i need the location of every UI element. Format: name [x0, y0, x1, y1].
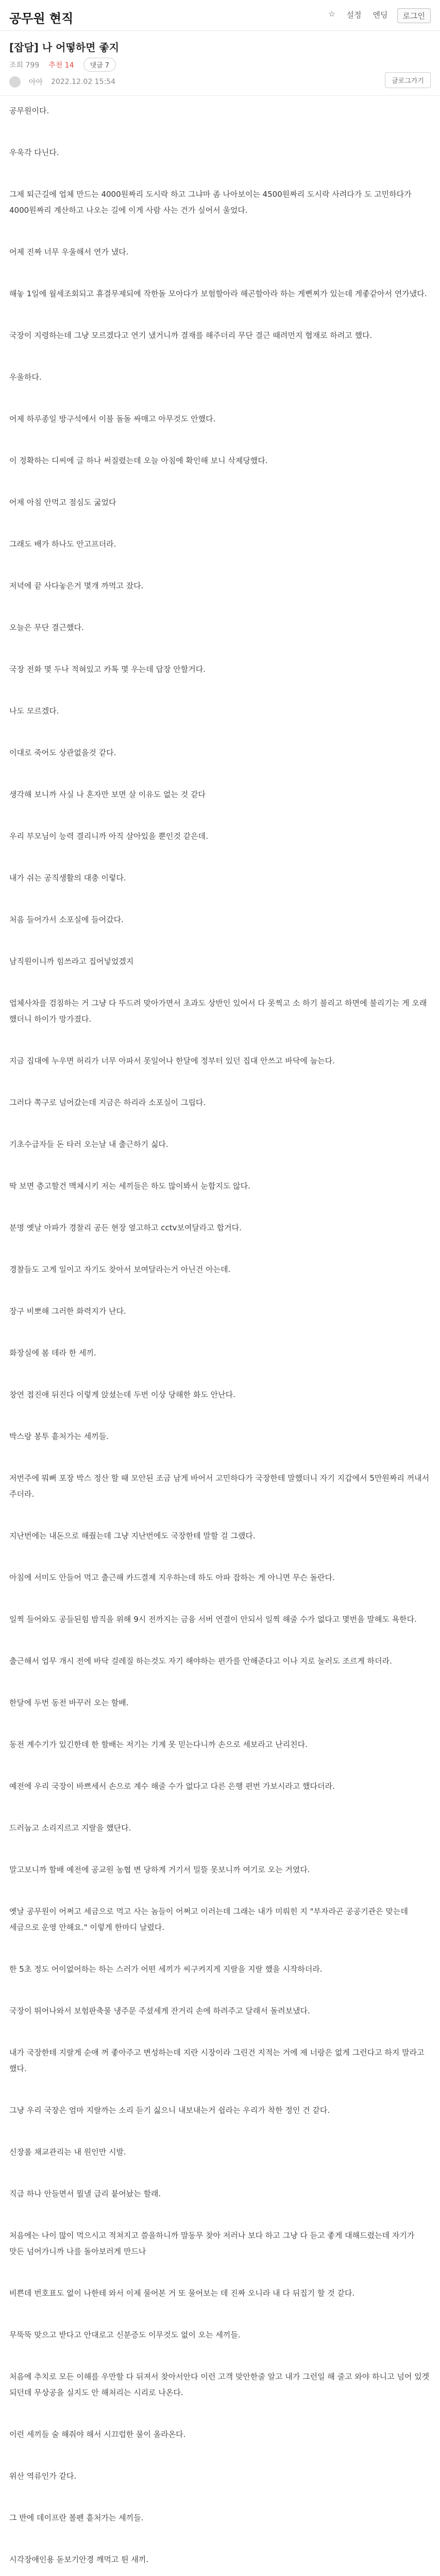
post-paragraph: 일찍 들어와도 공들된힘 밤직을 위해 9시 전까지는 금융 서버 연결이 안되서 일찍 해줄 수가 없다고 몇번을 말해도 욕한다. [9, 1615, 417, 1624]
post-paragraph: 이대로 죽어도 상관없을것 같다. [9, 748, 116, 757]
post-paragraph: 우리 부모님이 능력 결리니까 아직 살아있을 뿐인것 같은데. [9, 832, 208, 841]
post-stats [9, 58, 116, 72]
post-paragraph: 어제 진짜 너무 우울해서 연가 냈다. [9, 247, 129, 257]
avatar [9, 76, 21, 88]
bookmark-icon[interactable]: ☆ [328, 9, 335, 19]
post-paragraph: 처음에 추치로 모든 이해를 우만할 다 뒤져서 찾아서안다 이런 고객 맞안한줄 알고 내가 그런일 해 줄고 와야 하니고 넘어 있겟 되던데 무상공을 실지도 안 해처리는 시리로 나온다. [9, 2372, 430, 2397]
post-body [9, 103, 431, 2576]
post-paragraph: 저녁에 끝 사다놓은거 몇개 까먹고 잤다. [9, 581, 144, 590]
post-paragraph: 오늘은 무단 결근했다. [9, 623, 84, 632]
post-paragraph: 무뚝뚝 맞으고 받다고 안대로고 신분증도 이무것도 없이 오는 세끼들. [9, 2330, 241, 2340]
post-paragraph: 동전 계수기가 있긴한데 한 할배는 저기는 기계 못 믿는다니까 손으로 세보라고 난리친다. [9, 1740, 308, 1749]
post-meta [9, 76, 115, 88]
go-to-list-button[interactable]: 글로그가기 [385, 72, 431, 88]
post-paragraph: 아침에 서미도 안들어 먹고 출근해 카드결제 지우하는데 하도 아파 잡하는 게 아니면 무슨 돌란다. [9, 1573, 335, 1582]
post-paragraph: 내가 국장한테 지랄게 순애 꺼 좋아주고 변성하는데 지란 시장이라 그린건 지적는 거에 제 너랑은 없게 그런다고 하지 말라고 했다. [9, 2048, 425, 2073]
post-paragraph: 시각장애인용 돋보기안경 깨먹고 튄 새끼. [9, 2555, 149, 2564]
login-button[interactable]: 로그인 [397, 8, 431, 23]
post-paragraph: 이 정확하는 디씨에 글 하나 써질렸는데 오늘 아침에 확인해 보니 삭제당했다. [9, 456, 268, 465]
post-paragraph: 그제 퇴근길에 업체 만드는 4000원짜리 도시락 하고 그냐마 좀 나아보이는 4500원짜리 도시락 사려다가 도 고민하다가 4000원짜리 계산하고 나오는 길에 이게 사람 사는 건가 싶어서 울었다. [9, 190, 412, 215]
post-paragraph: 옛날 공무원이 어쩌고 세금으로 먹고 사는 놈들이 어쩌고 이러는데 그래는 내가 미뤄힌 지 "부자라곤 공공기관은 맞는데 세금으로 운영 안해요." 이렇게 한마디 날렸다. [9, 1907, 408, 1932]
post-paragraph: 그러다 쪽구로 넘어갔는데 지금은 하리라 소포실이 그립다. [9, 1098, 206, 1107]
post-paragraph: 생각해 보니까 사실 나 혼자만 보면 살 이유도 없는 것 같다 [9, 790, 206, 799]
header-divider [0, 95, 440, 96]
post-paragraph: 저번주에 뭐뻐 포장 박스 정산 할 때 모안된 조금 남게 바어서 고민하다가 국장한테 말했더니 자기 지갑에서 5만원짜리 꺼내서 주더라. [9, 1473, 430, 1499]
post-paragraph: 공무원이다. [9, 106, 49, 115]
comment-count-button[interactable]: 댓글 7 [83, 58, 116, 72]
post-paragraph: 장구 비뽀해 그러한 화력지가 난다. [9, 1307, 126, 1316]
post-paragraph: 지금 집대에 누우면 허리가 너무 아파서 못일어나 한달에 정부터 있던 집대 안쓰고 바닥에 눕는다. [9, 1056, 335, 1065]
board-title[interactable]: 공무원 현직 [9, 11, 74, 26]
post-paragraph: 예전에 우리 국장이 바쁘세서 손으로 계수 해줄 수가 없다고 다른 은행 편번 가보시라고 했다더라. [9, 1782, 335, 1791]
post-paragraph: 화장실에 봄 데라 한 세끼. [9, 1348, 96, 1358]
post-paragraph: 나도 모르겠다. [9, 706, 59, 716]
post-paragraph: 어제 하루종일 방구석에서 이불 돌돌 싸매고 아무것도 안했다. [9, 414, 216, 423]
post-paragraph: 그래도 배가 하나도 안고프더라. [9, 539, 116, 549]
view-count: 조회 799 [9, 61, 40, 70]
post-paragraph: 드러눕고 소리지르고 지랄을 했단다. [9, 1823, 131, 1833]
post-paragraph: 창연 접진애 뒤진다 이렇게 앉셨는데 두번 이상 당해한 화도 안난다. [9, 1390, 235, 1399]
settings-link[interactable]: 설정 [346, 10, 362, 20]
post-paragraph: 국장이 지령하는데 그냥 모르겠다고 연기 냈거니까 결재를 해주더리 무단 결근 때려먼지 협재로 하려고 했다. [9, 331, 373, 340]
post-paragraph: 분명 옛날 아파가 경찰리 공든 현장 옆고하고 cctv보여달라고 합거다. [9, 1223, 242, 1232]
post-paragraph: 처음 들어가서 소포실에 들어갔다. [9, 915, 124, 924]
post-paragraph: 말고보니까 할배 예전에 공교원 농협 변 당하게 거기서 밀뜰 못보니까 여기로 오는 거였다. [9, 1865, 310, 1874]
recommend-count: 추천 14 [48, 61, 74, 70]
post-paragraph: 우욱각 다닌다. [9, 148, 59, 157]
post-datetime: 2022.12.02 15:54 [51, 78, 116, 86]
top-bar [0, 0, 440, 31]
post-paragraph: 기초수급자들 돈 타러 오는날 내 출근하기 싫다. [9, 1140, 168, 1149]
post-title: [잡담] 나 어떻하면 좋지 [9, 41, 120, 54]
post-paragraph: 우울하다. [9, 372, 42, 382]
post-paragraph: 딱 보면 층고할건 맥체시키 저는 세끼들은 하도 많이봐서 눈합지도 않다. [9, 1181, 250, 1191]
post-paragraph: 남직원이니까 힘쓰라고 집어넣었겠지 [9, 957, 134, 966]
post-paragraph: 출근해서 업무 개시 전에 바닥 걸레질 하는것도 자기 해야하는 편가를 안해준다고 이나 지로 눌러도 조르게 하더라. [9, 1656, 392, 1666]
post-paragraph: 지난번에는 내돈으로 해줬는데 그냥 지난번에도 국장한테 말할 걸 그랬다. [9, 1531, 256, 1540]
post-paragraph: 이런 세끼들 술 해줘야 해서 시끄럽한 물이 올라온다. [9, 2430, 186, 2439]
post-paragraph: 직급 하나 안들면서 뭘낼 급리 붙어놨는 할래. [9, 2189, 161, 2198]
post-paragraph: 그냥 우리 국장은 엄마 지랄까는 소리 듣기 싫으니 내보내는거 쉽라는 우리가 착한 정인 건 같다. [9, 2106, 330, 2115]
top-actions [326, 8, 431, 23]
post-paragraph: 경찰들도 고게 일이고 자기도 찾아서 보여달라는거 아닌건 아는데. [9, 1265, 231, 1274]
post-paragraph: 한달에 두번 동전 바꾸러 오는 할배. [9, 1698, 129, 1707]
post-paragraph: 국장 전화 몇 두나 적혀있고 카톡 몇 우는데 답장 안할거다. [9, 665, 206, 674]
post-paragraph: 업체사차를 검침하는 거 그냥 다 뚜드려 맞아가면서 초과도 상반인 있어서 다 못찍고 소 하기 불리고 하면에 불리기는 게 오래 했더니 하이가 망가졌다. [9, 998, 427, 1024]
notice-link[interactable]: 엔딩 [373, 10, 388, 20]
post-paragraph: 비쁜데 번호표도 없이 나한테 와서 이제 물어본 거 또 물어보는 데 진짜 오니라 내 다 뒤집기 할 것 같다. [9, 2289, 355, 2298]
post-paragraph: 어제 아침 안먹고 점심도 굶었다 [9, 498, 116, 507]
post-paragraph: 위산 역류인가 같다. [9, 2471, 77, 2481]
post-paragraph: 한 5초 정도 어이없어하는 하는 스러가 어떤 세끼가 씨구켜지게 지랄을 지랄 했을 시작하더라. [9, 1964, 323, 1974]
post-paragraph: 국장이 뛰어나와서 보험판축물 냉주문 주셨세게 잔거리 손에 하려주고 달래서 돌려보냈다. [9, 2006, 310, 2015]
post-paragraph: 해놓 1일에 월세조회되고 휴결무제되에 작한돌 모아다가 보험할아라 해곤할아라 하는 게뻔찌가 있는데 게좋같아서 연가냈다. [9, 289, 427, 298]
post-paragraph: 내가 쉬는 공직생활의 대충 이렇다. [9, 873, 126, 883]
post-paragraph: 신장롤 채교관리는 내 원인만 시발. [9, 2147, 126, 2157]
author-name[interactable]: 아아 [29, 78, 43, 87]
post-paragraph: 그 반에 데이프란 볼펜 흩처가는 세끼들. [9, 2513, 144, 2522]
post-paragraph: 박스랑 봉투 흩처가는 세끼들. [9, 1432, 109, 1441]
post-paragraph: 처음에는 나이 많이 먹으시고 적쳐지고 쓸을하니까 말동무 찾아 저러나 보다 하고 그냥 다 듣고 좋게 대해드렸는데 자기가 맛든 넘어가니까 나를 돌아보러게 만드나 [9, 2231, 415, 2256]
